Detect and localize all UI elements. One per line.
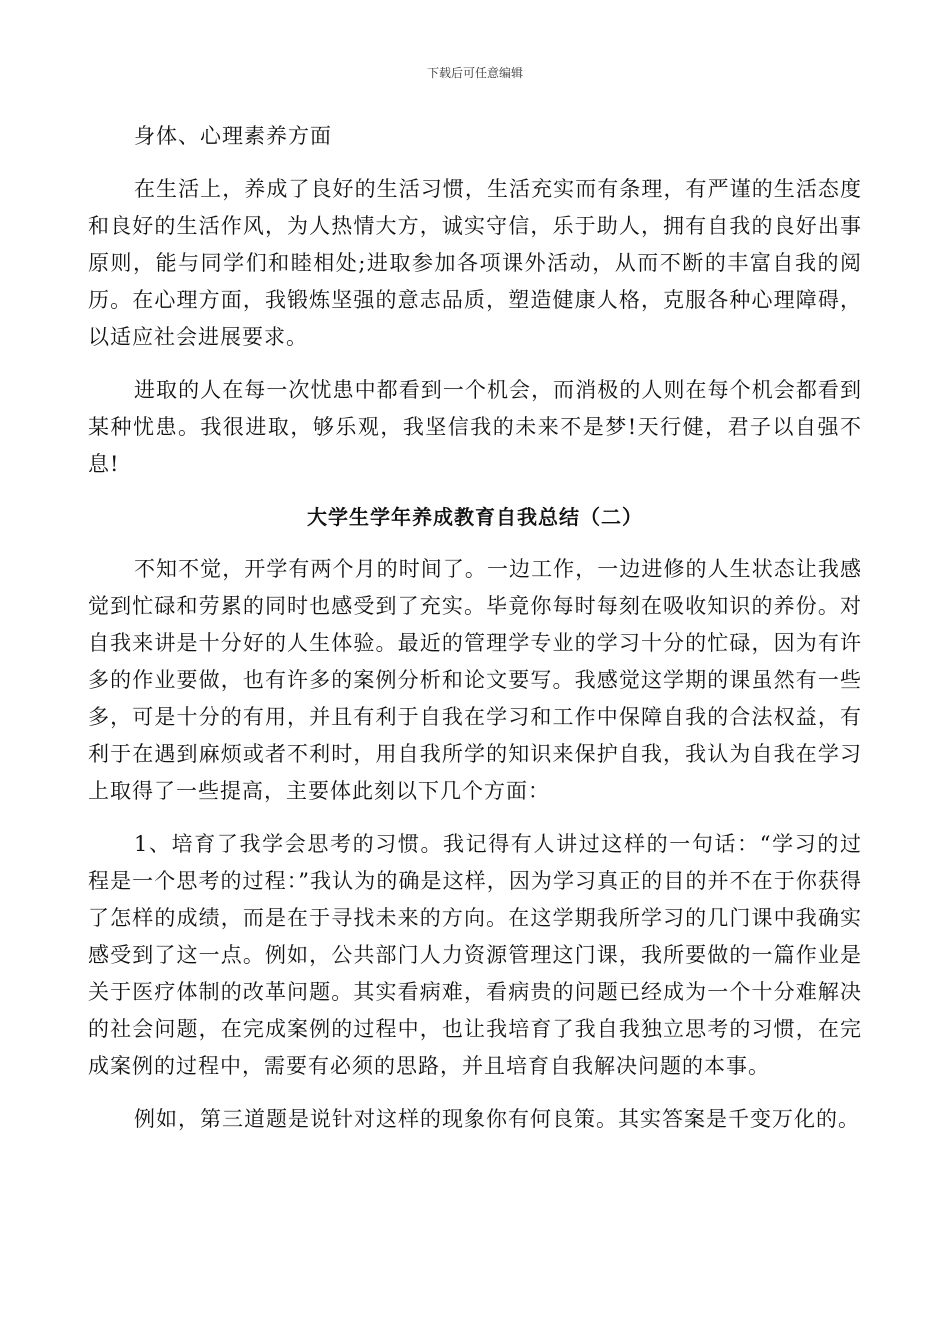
paragraph-gap bbox=[88, 483, 862, 499]
paragraph-gap bbox=[88, 810, 862, 826]
paragraph-gap bbox=[88, 1085, 862, 1101]
paragraph-gap bbox=[88, 155, 862, 171]
paragraph-life-habits: 在生活上，养成了良好的生活习惯，生活充实而有条理，有严谨的生活态度和良好的生活作风，为人热情大方，诚实守信，乐于助人，拥有自我的良好出事原则，能与同学们和睦相处;进取参加各项课外活动，从而不断的丰富自我的阅历。在心理方面，我锻炼坚强的意志品质，塑造健康人格，克服各种心理障碍，以适应社会进展要求。 bbox=[88, 177, 862, 349]
paragraph-thinking-habit: 1、培育了我学会思考的习惯。我记得有人讲过这样的一句话：“学习的过程是一个思考的过程：”我认为的确是这样，因为学习真正的目的并不在于你获得了怎样的成绩，而是在于寻找未来的方向。在这学期我所学习的几门课中我确实感受到了这一点。例如，公共部门人力资源管理这门课，我所要做的一篇作业是关于医疗体制的改革问题。其实看病难，看病贵的问题已经成为一个十分难解决的社会问题，在完成案例的过程中，也让我培育了我自我独立思考的习惯，在完成案例的过程中，需要有必须的思路，并且培育自我解决问题的本事。 bbox=[88, 832, 862, 1078]
paragraph-gap bbox=[88, 535, 862, 551]
section-heading: 大学生学年养成教育自我总结（二） bbox=[307, 505, 643, 529]
paragraph-gap bbox=[88, 356, 862, 372]
paragraph-optimism: 进取的人在每一次忧患中都看到一个机会，而消极的人则在每个机会都看到某种忧患。我很进取，够乐观，我坚信我的未来不是梦!天行健，君子以自强不息! bbox=[88, 378, 862, 476]
paragraph-study-summary: 不知不觉，开学有两个月的时间了。一边工作，一边进修的人生状态让我感觉到忙碌和劳累的同时也感受到了充实。毕竟你每时每刻在吸收知识的养份。对自我来讲是十分好的人生体验。最近的管理学专业的学习十分的忙碌，因为有许多的作业要做，也有许多的案例分析和论文要写。我感觉这学期的课虽然有一些多，可是十分的有用，并且有利于自我在学习和工作中保障自我的合法权益，有利于在遇到麻烦或者不利时，用自我所学的知识来保护自我，我认为自我在学习上取得了一些提高，主要体此刻以下几个方面： bbox=[88, 557, 862, 803]
paragraph-example: 例如，第三道题是说针对这样的现象你有何良策。其实答案是千变万化的。 bbox=[134, 1107, 860, 1131]
header-note: 下载后可任意编辑 bbox=[426, 66, 523, 80]
document-body bbox=[88, 118, 862, 1138]
section-subtitle: 身体、心理素养方面 bbox=[134, 124, 332, 148]
